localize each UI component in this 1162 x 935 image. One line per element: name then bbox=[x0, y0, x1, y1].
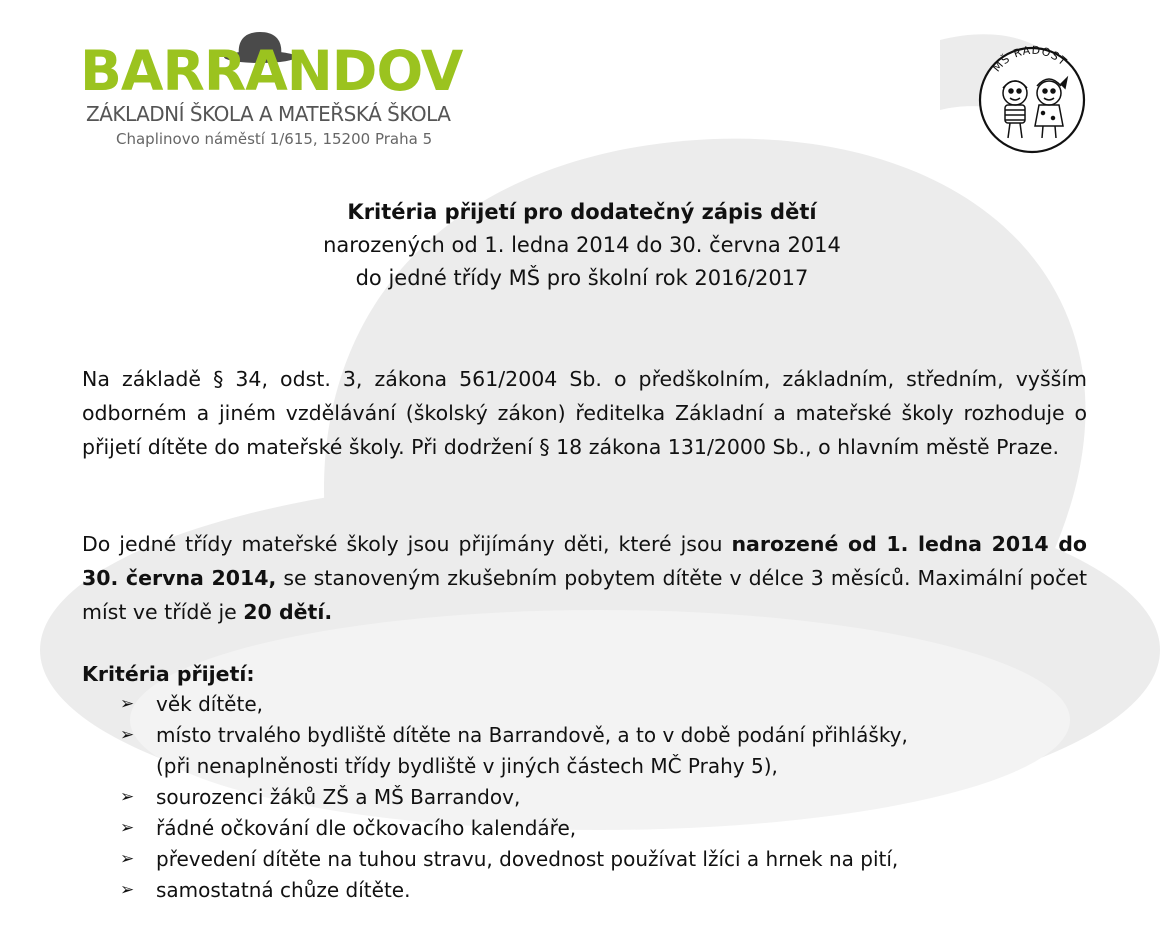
criteria-item-note: (při nenaplněnosti třídy bydliště v jiných částech MČ Prahy 5), bbox=[156, 754, 778, 778]
list-item bbox=[82, 720, 908, 782]
criteria-item-text: samostatná chůze dítěte. bbox=[156, 878, 411, 902]
criteria-item-text: převedení dítěte na tuhou stravu, dovednost používat lžíci a hrnek na pití, bbox=[156, 847, 899, 871]
arrow-bullet-icon: ➢ bbox=[120, 880, 135, 900]
criteria-heading: Kritéria přijetí: bbox=[82, 662, 255, 686]
admission-text-1: Do jedné třídy mateřské školy jsou přijímány děti, které jsou bbox=[82, 532, 732, 556]
arrow-bullet-icon: ➢ bbox=[120, 849, 135, 869]
school-logo bbox=[80, 30, 480, 150]
admission-text-2: se stanoveným zkušebním pobytem dítěte v délce 3 měsíců. Maximální počet míst ve třídě je bbox=[82, 566, 1088, 624]
document-title bbox=[82, 196, 1082, 295]
list-item bbox=[82, 844, 908, 875]
criteria-item-text: věk dítěte, bbox=[156, 692, 263, 716]
criteria-item-text: sourozenci žáků ZŠ a MŠ Barrandov, bbox=[156, 785, 521, 809]
admission-paragraph bbox=[82, 527, 1087, 629]
ms-radost-logo bbox=[975, 38, 1090, 154]
title-line-1: Kritéria přijetí pro dodatečný zápis dětí bbox=[347, 200, 817, 224]
arrow-bullet-icon: ➢ bbox=[120, 694, 135, 714]
list-item bbox=[82, 875, 908, 906]
school-name: ZÁKLADNÍ ŠKOLA A MATEŘSKÁ ŠKOLA bbox=[86, 102, 451, 126]
list-item bbox=[82, 782, 908, 813]
arrow-bullet-icon: ➢ bbox=[120, 725, 135, 745]
birth-range-bold: narozené od 1. ledna 2014 do 30. června 2014, bbox=[82, 532, 1087, 590]
capacity-bold: 20 dětí. bbox=[243, 600, 333, 624]
arrow-bullet-icon: ➢ bbox=[120, 787, 135, 807]
criteria-item-text: místo trvalého bydliště dítěte na Barrandově, a to v době podání přihlášky, bbox=[156, 723, 908, 747]
list-item bbox=[82, 813, 908, 844]
school-address: Chaplinovo náměstí 1/615, 15200 Praha 5 bbox=[116, 130, 433, 148]
legal-basis-paragraph: Na základě § 34, odst. 3, zákona 561/2004 Sb. o předškolním, základním, středním, vyšším odborném a jiném vzdělávání (školský zákon) ředitelka Základní a mateřské školy rozhoduje o přijetí dítěte do mateřské školy. Při dodržení § 18 zákona 131/2000 Sb., o hlavním městě Praze. bbox=[82, 367, 1087, 459]
brand-wordmark: BARRANDOV bbox=[80, 39, 463, 103]
title-line-2: narozených od 1. ledna 2014 do 30. června 2014 bbox=[323, 233, 841, 257]
criteria-list bbox=[82, 689, 908, 906]
list-item bbox=[82, 689, 908, 720]
criteria-item-text: řádné očkování dle očkovacího kalendáře, bbox=[156, 816, 577, 840]
title-line-3: do jedné třídy MŠ pro školní rok 2016/2017 bbox=[355, 266, 809, 290]
ms-radost-logo-text: MŠ RADOST bbox=[990, 43, 1070, 75]
arrow-bullet-icon: ➢ bbox=[120, 818, 135, 838]
